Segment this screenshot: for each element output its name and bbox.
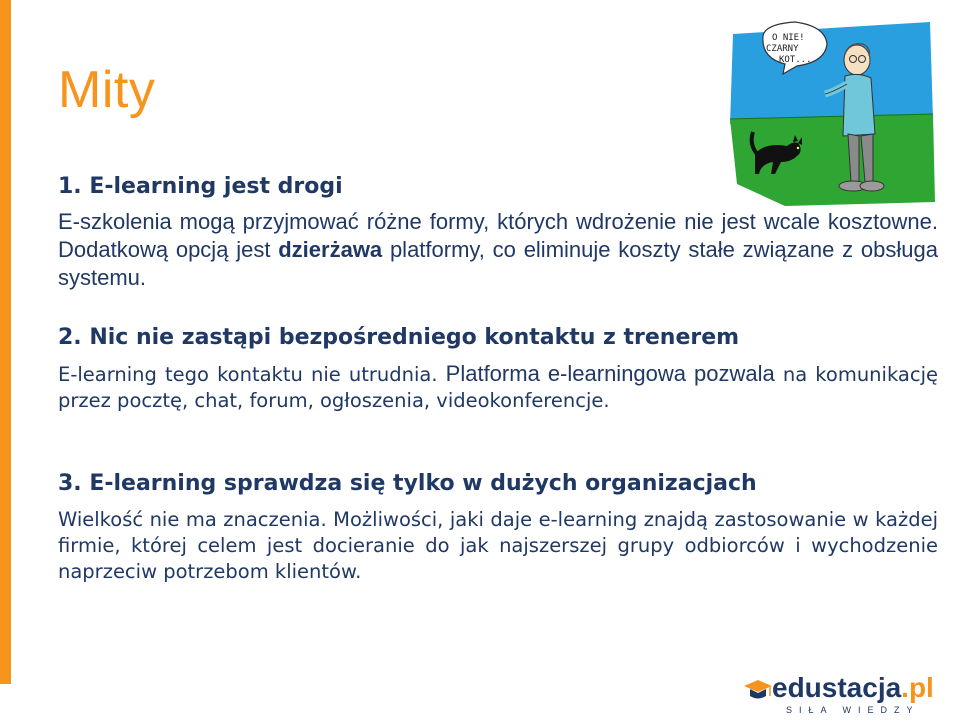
- speech-line-2: CZARNY: [766, 44, 799, 54]
- speech-line-1: O NIE!: [772, 33, 805, 43]
- edustacja-logo: [742, 672, 952, 716]
- section-1-heading: 1. E-learning jest drogi: [58, 174, 343, 199]
- graduation-cap-icon: [742, 676, 774, 704]
- speech-line-3: KOT...: [779, 55, 812, 65]
- section-2-body: E-learning tego kontaktu nie utrudnia. Platforma e-learningowa pozwala na komunikację przez pocztę, chat, forum, ogłoszenia, videokonferencje.: [58, 361, 938, 412]
- section-1-bold-word: dzierżawa: [278, 237, 383, 262]
- logo-tagline: SIŁA WIEDZY: [786, 705, 920, 715]
- section-3-body: Wielkość nie ma znaczenia. Możliwości, jaki daje e-learning znajdą zastosowanie w każdej firmie, której celem jest docieranie do jak najszerszej grupy odbiorców i wychodzenie naprzeciw potrzebom klientów.: [58, 508, 938, 583]
- section-2-heading: 2. Nic nie zastąpi bezpośredniego kontaktu z trenerem: [58, 325, 740, 350]
- left-accent-bar: [0, 0, 11, 684]
- section-3-heading: 3. E-learning sprawdza się tylko w dużych organizacjach: [58, 471, 757, 496]
- section-1-body: E-szkolenia mogą przyjmować różne formy, których wdrożenie nie jest wcale kosztowne. Dodatkową opcją jest dzierżawa platformy, co eliminuje koszty stałe związane z obsługa systemu.: [58, 209, 938, 290]
- logo-wordmark: edustacja.pl: [772, 672, 934, 703]
- black-cat-cartoon: [725, 14, 937, 206]
- slide-title: Mity: [58, 61, 156, 119]
